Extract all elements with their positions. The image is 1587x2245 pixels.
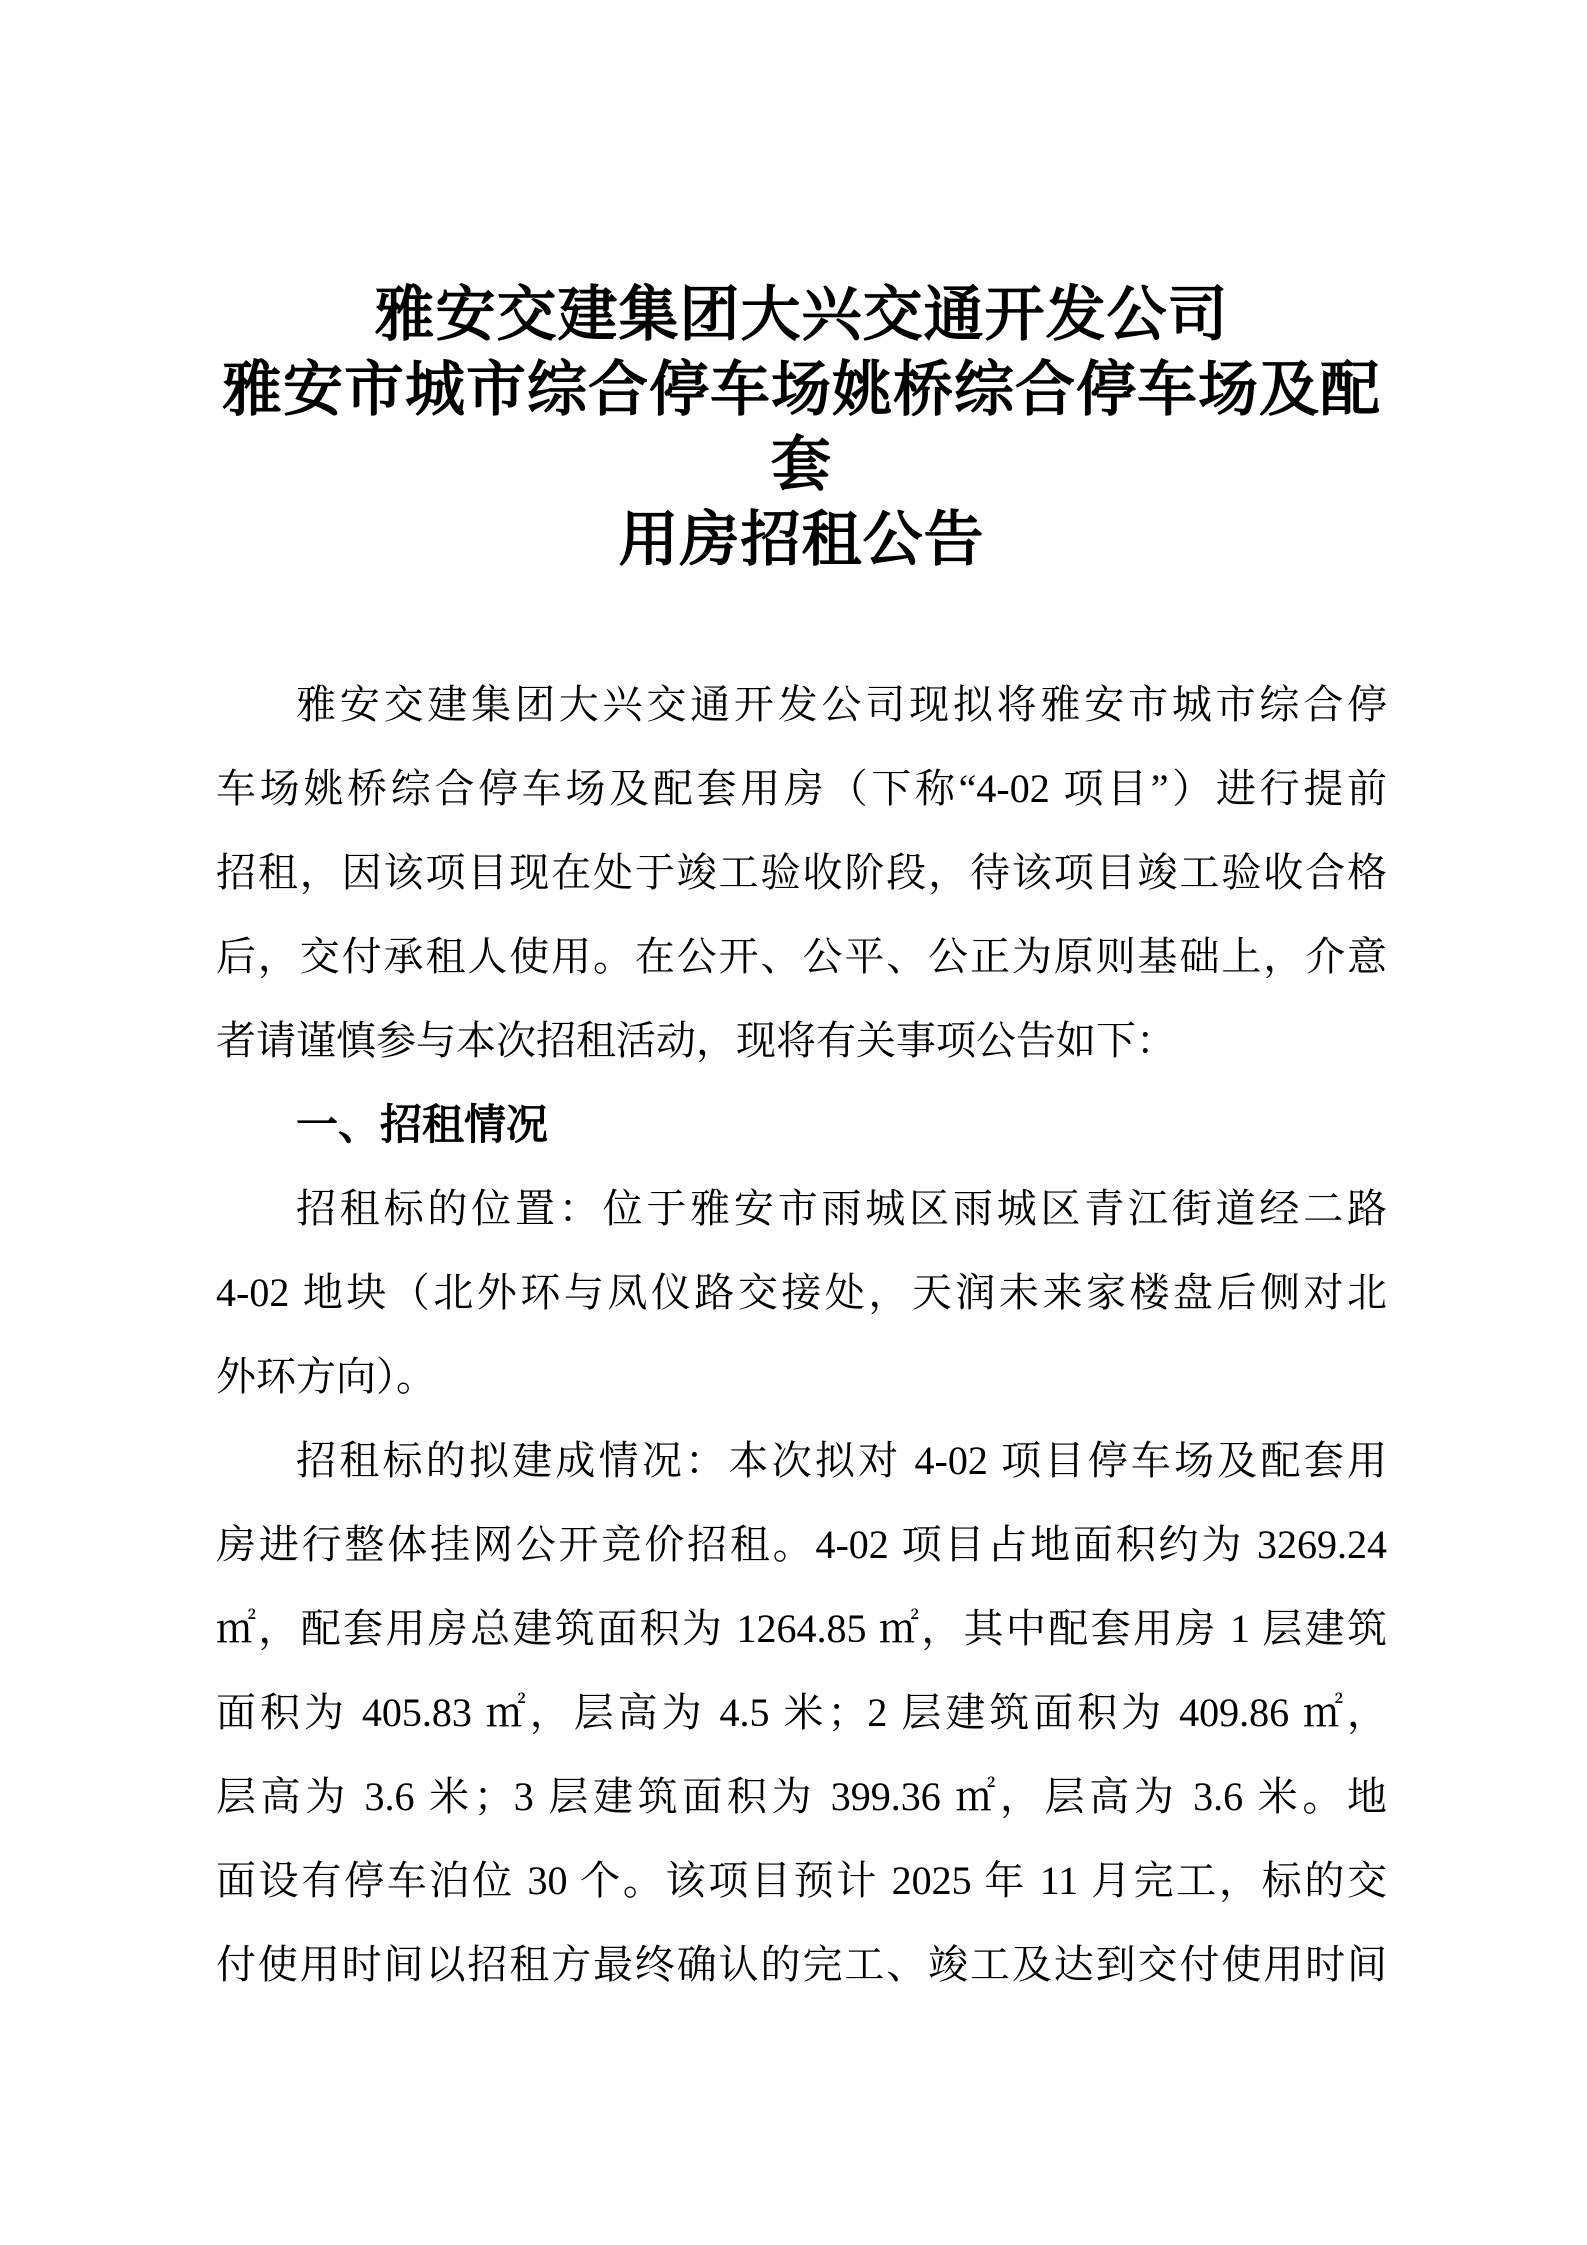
body-line: 外环方向）。	[216, 1354, 436, 1399]
body-line: 招租标的拟建成情况：本次拟对 4-02 项目停车场及配套用	[296, 1438, 1387, 1483]
body-line: 招租，因该项目现在处于竣工验收阶段，待该项目竣工验收合格	[216, 850, 1387, 895]
section-heading: 一、招租情况	[296, 1101, 549, 1148]
document-title	[216, 278, 1387, 578]
body-line: 后，交付承租人使用。在公开、公平、公正为原则基础上，介意	[216, 934, 1387, 979]
title-line-2: 雅安市城市综合停车场姚桥综合停车场及配套	[222, 357, 1381, 498]
body-line: 付使用时间以招租方最终确认的完工、竣工及达到交付使用时间	[216, 1942, 1387, 1987]
body-line: 雅安交建集团大兴交通开发公司现拟将雅安市城市综合停	[296, 682, 1387, 727]
body-line: 车场姚桥综合停车场及配套用房（下称“4-02 项目”）进行提前	[216, 766, 1387, 811]
body-line: 者请谨慎参与本次招租活动，现将有关事项公告如下：	[216, 1018, 1176, 1063]
body-line: 层高为 3.6 米；3 层建筑面积为 399.36 ㎡，层高为 3.6 米。地	[216, 1774, 1387, 1819]
body-line: 招租标的位置：位于雅安市雨城区雨城区青江街道经二路	[296, 1186, 1387, 1231]
body-line: 房进行整体挂网公开竞价招租。4-02 项目占地面积约为 3269.24	[216, 1522, 1387, 1567]
body-line: 面积为 405.83 ㎡，层高为 4.5 米；2 层建筑面积为 409.86 ㎡，	[216, 1690, 1387, 1735]
document-body	[216, 663, 1387, 2007]
title-line-3: 用房招租公告	[618, 507, 985, 573]
title-line-1: 雅安交建集团大兴交通开发公司	[374, 282, 1229, 348]
body-line: 4-02 地块（北外环与凤仪路交接处，天润未来家楼盘后侧对北	[216, 1270, 1387, 1315]
body-line: 面设有停车泊位 30 个。该项目预计 2025 年 11 月完工，标的交	[216, 1858, 1387, 1903]
body-line: ㎡，配套用房总建筑面积为 1264.85 ㎡，其中配套用房 1 层建筑	[216, 1606, 1387, 1651]
